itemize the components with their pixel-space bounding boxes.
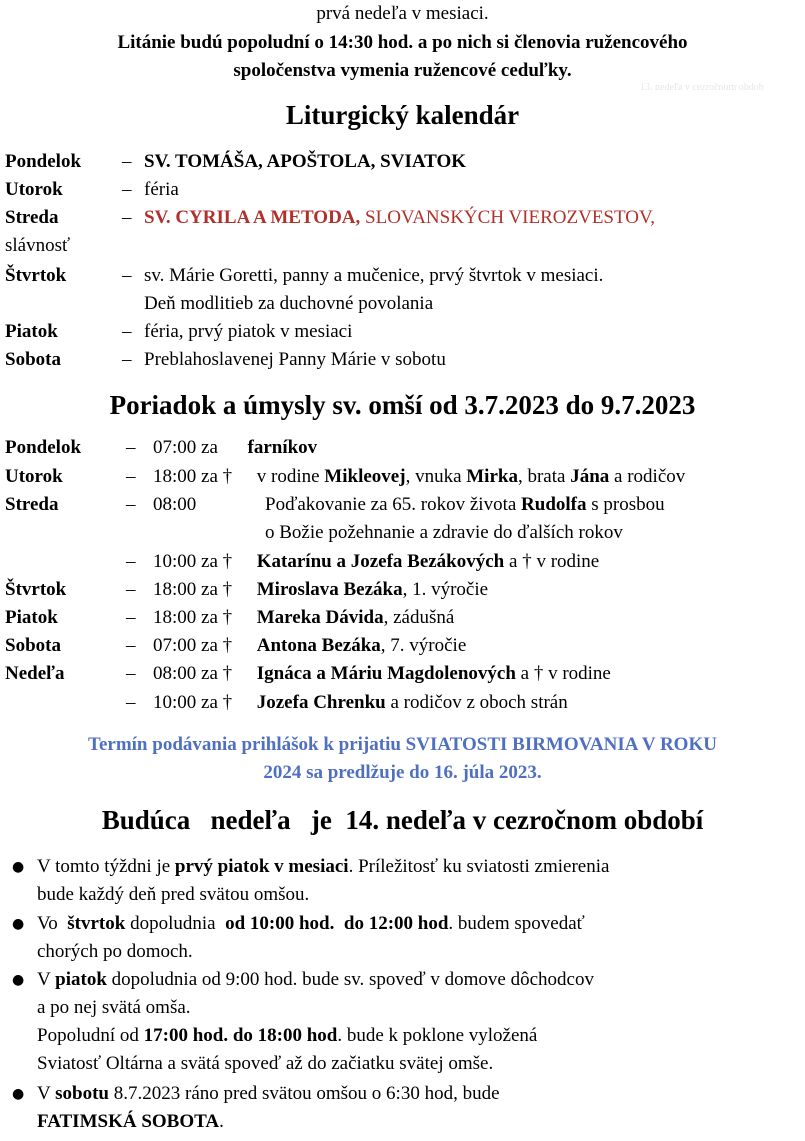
- dash: –: [126, 466, 136, 487]
- mass-time: 10:00 za †: [153, 692, 233, 713]
- plain-text: a rodičov: [609, 466, 686, 487]
- calendar-day: Streda: [5, 207, 59, 228]
- intro-line-3: spoločenstva vymenia ružencové ceduľky.: [233, 60, 572, 81]
- dash: –: [122, 179, 132, 200]
- emphasis-text: Jozefa Chrenku: [256, 692, 386, 713]
- plain-text: Poďakovanie za 65. rokov života: [265, 494, 522, 515]
- plain-text: , vnuka: [405, 466, 467, 487]
- emphasis-text: štvrtok: [67, 913, 126, 934]
- mass-intention: [252, 578, 488, 602]
- dash: –: [122, 321, 132, 342]
- dash: –: [122, 265, 132, 286]
- announcement-line: [37, 940, 193, 964]
- dash: –: [126, 692, 136, 713]
- emphasis-text: Mirka: [466, 466, 518, 487]
- calendar-row: [0, 348, 805, 372]
- plain-text: [238, 437, 248, 458]
- emphasis-text: Ignáca a Máriu Magdolenových: [256, 663, 516, 684]
- announcement-line: [37, 968, 594, 992]
- dash: –: [126, 635, 136, 656]
- mass-intention: [252, 634, 466, 658]
- plain-text: , zádušná: [383, 607, 455, 628]
- emphasis-text: FATIMSKÁ SOBOTA: [37, 1111, 220, 1132]
- plain-text: a po nej svätá omša.: [37, 997, 191, 1018]
- mass-row: [0, 465, 805, 489]
- calendar-row: [0, 150, 805, 174]
- announcement-line: [37, 1082, 500, 1106]
- dash: –: [126, 437, 136, 458]
- mass-row: [0, 606, 805, 630]
- mass-intention: [252, 606, 454, 630]
- calendar-row: [0, 320, 805, 344]
- plain-text: . bude k poklone vyložená: [337, 1025, 538, 1046]
- plain-text: dopoludnia od 9:00 hod. bude sv. spoveď v domove dôchodcov: [106, 969, 594, 990]
- announcement-line: [37, 855, 609, 879]
- plain-text: 8.7.2023 ráno pred svätou omšou o 6:30 hod, bude: [109, 1083, 500, 1104]
- plain-text: a † v rodine: [504, 551, 600, 572]
- bullet-icon: ●: [12, 972, 25, 988]
- notice-line-1: Termín podávania prihlášok k prijatiu SVIATOSTI BIRMOVANIA V ROKU: [88, 734, 717, 755]
- mass-day: Piatok: [5, 607, 58, 628]
- dash: –: [126, 494, 136, 515]
- mass-intention: [238, 436, 317, 460]
- emphasis-text: Mikleovej: [324, 466, 406, 487]
- mass-intention: [252, 550, 599, 574]
- emphasis-text: Jána: [570, 466, 610, 487]
- announcement-line: [37, 996, 191, 1020]
- calendar-text: féria, prvý piatok v mesiaci: [144, 321, 353, 342]
- mass-row: [0, 662, 805, 686]
- feast-subtitle: SLOVANSKÝCH VIEROZVESTOV,: [360, 207, 656, 228]
- mass-intention: [252, 465, 685, 489]
- intro-line-1: prvá nedeľa v mesiaci.: [316, 3, 489, 24]
- mass-day: Sobota: [5, 635, 61, 656]
- plain-text: v rodine: [252, 466, 325, 487]
- calendar-continuation: slávnosť: [5, 235, 71, 256]
- faded-header-text: 13. nedeľa v cezročnom obdob: [640, 82, 764, 93]
- plain-text: V tomto týždni je: [37, 856, 175, 877]
- calendar-day: Sobota: [5, 349, 61, 370]
- mass-row: [0, 493, 805, 517]
- mass-time: 08:00: [153, 494, 197, 515]
- bullet-icon: ●: [12, 916, 25, 932]
- plain-text: V: [37, 969, 56, 990]
- mass-row: [0, 691, 805, 715]
- emphasis-text: farníkov: [247, 437, 318, 458]
- announcement-line: [37, 1024, 537, 1048]
- mass-time: 18:00 za †: [153, 607, 233, 628]
- calendar-text: SV. TOMÁŠA, APOŠTOLA, SVIATOK: [144, 151, 467, 172]
- mass-intention: [265, 493, 665, 517]
- intro-line-2: Litánie budú popoludní o 14:30 hod. a po nich si členovia ružencového: [117, 32, 688, 53]
- plain-text: V: [37, 1083, 56, 1104]
- plain-text: , 1. výročie: [402, 579, 489, 600]
- notice-line-2: 2024 sa predlžuje do 16. júla 2023.: [263, 762, 542, 783]
- emphasis-text: Katarínu a Jozefa Bezákových: [256, 551, 505, 572]
- dash: –: [126, 663, 136, 684]
- mass-day: Streda: [5, 494, 59, 515]
- emphasis-text: prvý piatok v mesiaci: [174, 856, 349, 877]
- mass-row: [0, 634, 805, 658]
- mass-intention: [252, 691, 568, 715]
- mass-day: Nedeľa: [5, 663, 65, 684]
- dash: –: [122, 207, 132, 228]
- calendar-day: Štvrtok: [5, 265, 67, 286]
- emphasis-text: Miroslava Bezáka: [256, 579, 403, 600]
- calendar-row: [0, 206, 805, 230]
- calendar-row: [0, 178, 805, 202]
- mass-time: 18:00 za †: [153, 466, 233, 487]
- plain-text: a rodičov z oboch strán: [385, 692, 568, 713]
- mass-day: Pondelok: [5, 437, 82, 458]
- calendar-text: féria: [144, 179, 179, 200]
- calendar-day: Utorok: [5, 179, 63, 200]
- mass-time: 07:00 za: [153, 437, 218, 458]
- emphasis-text: od 10:00 hod. do 12:00 hod: [225, 913, 449, 934]
- plain-text: Vo: [37, 913, 68, 934]
- plain-text: .: [219, 1111, 224, 1132]
- calendar-text: [144, 206, 655, 230]
- plain-text: dopoludnia: [125, 913, 226, 934]
- calendar-text: Preblahoslavenej Panny Márie v sobotu: [144, 349, 446, 370]
- announcement-line: [37, 883, 309, 907]
- mass-time: 10:00 za †: [153, 551, 233, 572]
- mass-row: [0, 550, 805, 574]
- calendar-day: Piatok: [5, 321, 58, 342]
- plain-text: , brata: [517, 466, 571, 487]
- plain-text: Popoludní od: [37, 1025, 144, 1046]
- next-sunday-title: Budúca nedeľa je 14. nedeľa v cezročnom období: [101, 805, 704, 835]
- mass-row: [0, 578, 805, 602]
- mass-intention-continuation: o Božie požehnanie a zdravie do ďalších rokov: [265, 522, 623, 543]
- announcement-line: [37, 1110, 224, 1134]
- announcement-line: [37, 1052, 493, 1076]
- bullet-icon: ●: [12, 859, 25, 875]
- bullet-icon: ●: [12, 1086, 25, 1102]
- calendar-text: sv. Márie Goretti, panny a mučenice, prvý štvrtok v mesiaci.: [144, 265, 604, 286]
- dash: –: [126, 579, 136, 600]
- emphasis-text: sobotu: [55, 1083, 109, 1104]
- plain-text: bude každý deň pred svätou omšou.: [37, 884, 310, 905]
- mass-row: [0, 436, 805, 460]
- dash: –: [126, 607, 136, 628]
- plain-text: . budem spovedať: [448, 913, 585, 934]
- plain-text: s prosbou: [586, 494, 665, 515]
- emphasis-text: 17:00 hod. do 18:00 hod: [143, 1025, 338, 1046]
- mass-day: Štvrtok: [5, 579, 67, 600]
- plain-text: . Príležitosť ku sviatosti zmierenia: [348, 856, 610, 877]
- emphasis-text: Antona Bezáka: [256, 635, 381, 656]
- dash: –: [122, 151, 132, 172]
- dash: –: [126, 551, 136, 572]
- feast-name: SV. CYRILA A METODA,: [144, 207, 361, 228]
- emphasis-text: piatok: [55, 969, 107, 990]
- dash: –: [122, 349, 132, 370]
- calendar-title: Liturgický kalendár: [285, 100, 520, 130]
- plain-text: a † v rodine: [515, 663, 611, 684]
- emphasis-text: Rudolfa: [521, 494, 587, 515]
- calendar-continuation: Deň modlitieb za duchovné povolania: [144, 293, 434, 314]
- masses-title: Poriadok a úmysly sv. omší od 3.7.2023 do 9.7.2023: [109, 390, 696, 420]
- mass-time: 07:00 za †: [153, 635, 233, 656]
- mass-day: Utorok: [5, 466, 63, 487]
- plain-text: chorých po domoch.: [37, 941, 193, 962]
- announcement-line: [37, 912, 585, 936]
- mass-time: 08:00 za †: [153, 663, 233, 684]
- calendar-row: [0, 264, 805, 288]
- plain-text: Sviatosť Oltárna a svätá spoveď až do začiatku svätej omše.: [37, 1053, 494, 1074]
- plain-text: , 7. výročie: [380, 635, 467, 656]
- calendar-day: Pondelok: [5, 151, 82, 172]
- emphasis-text: Mareka Dávida: [256, 607, 384, 628]
- mass-intention: [252, 662, 611, 686]
- mass-time: 18:00 za †: [153, 579, 233, 600]
